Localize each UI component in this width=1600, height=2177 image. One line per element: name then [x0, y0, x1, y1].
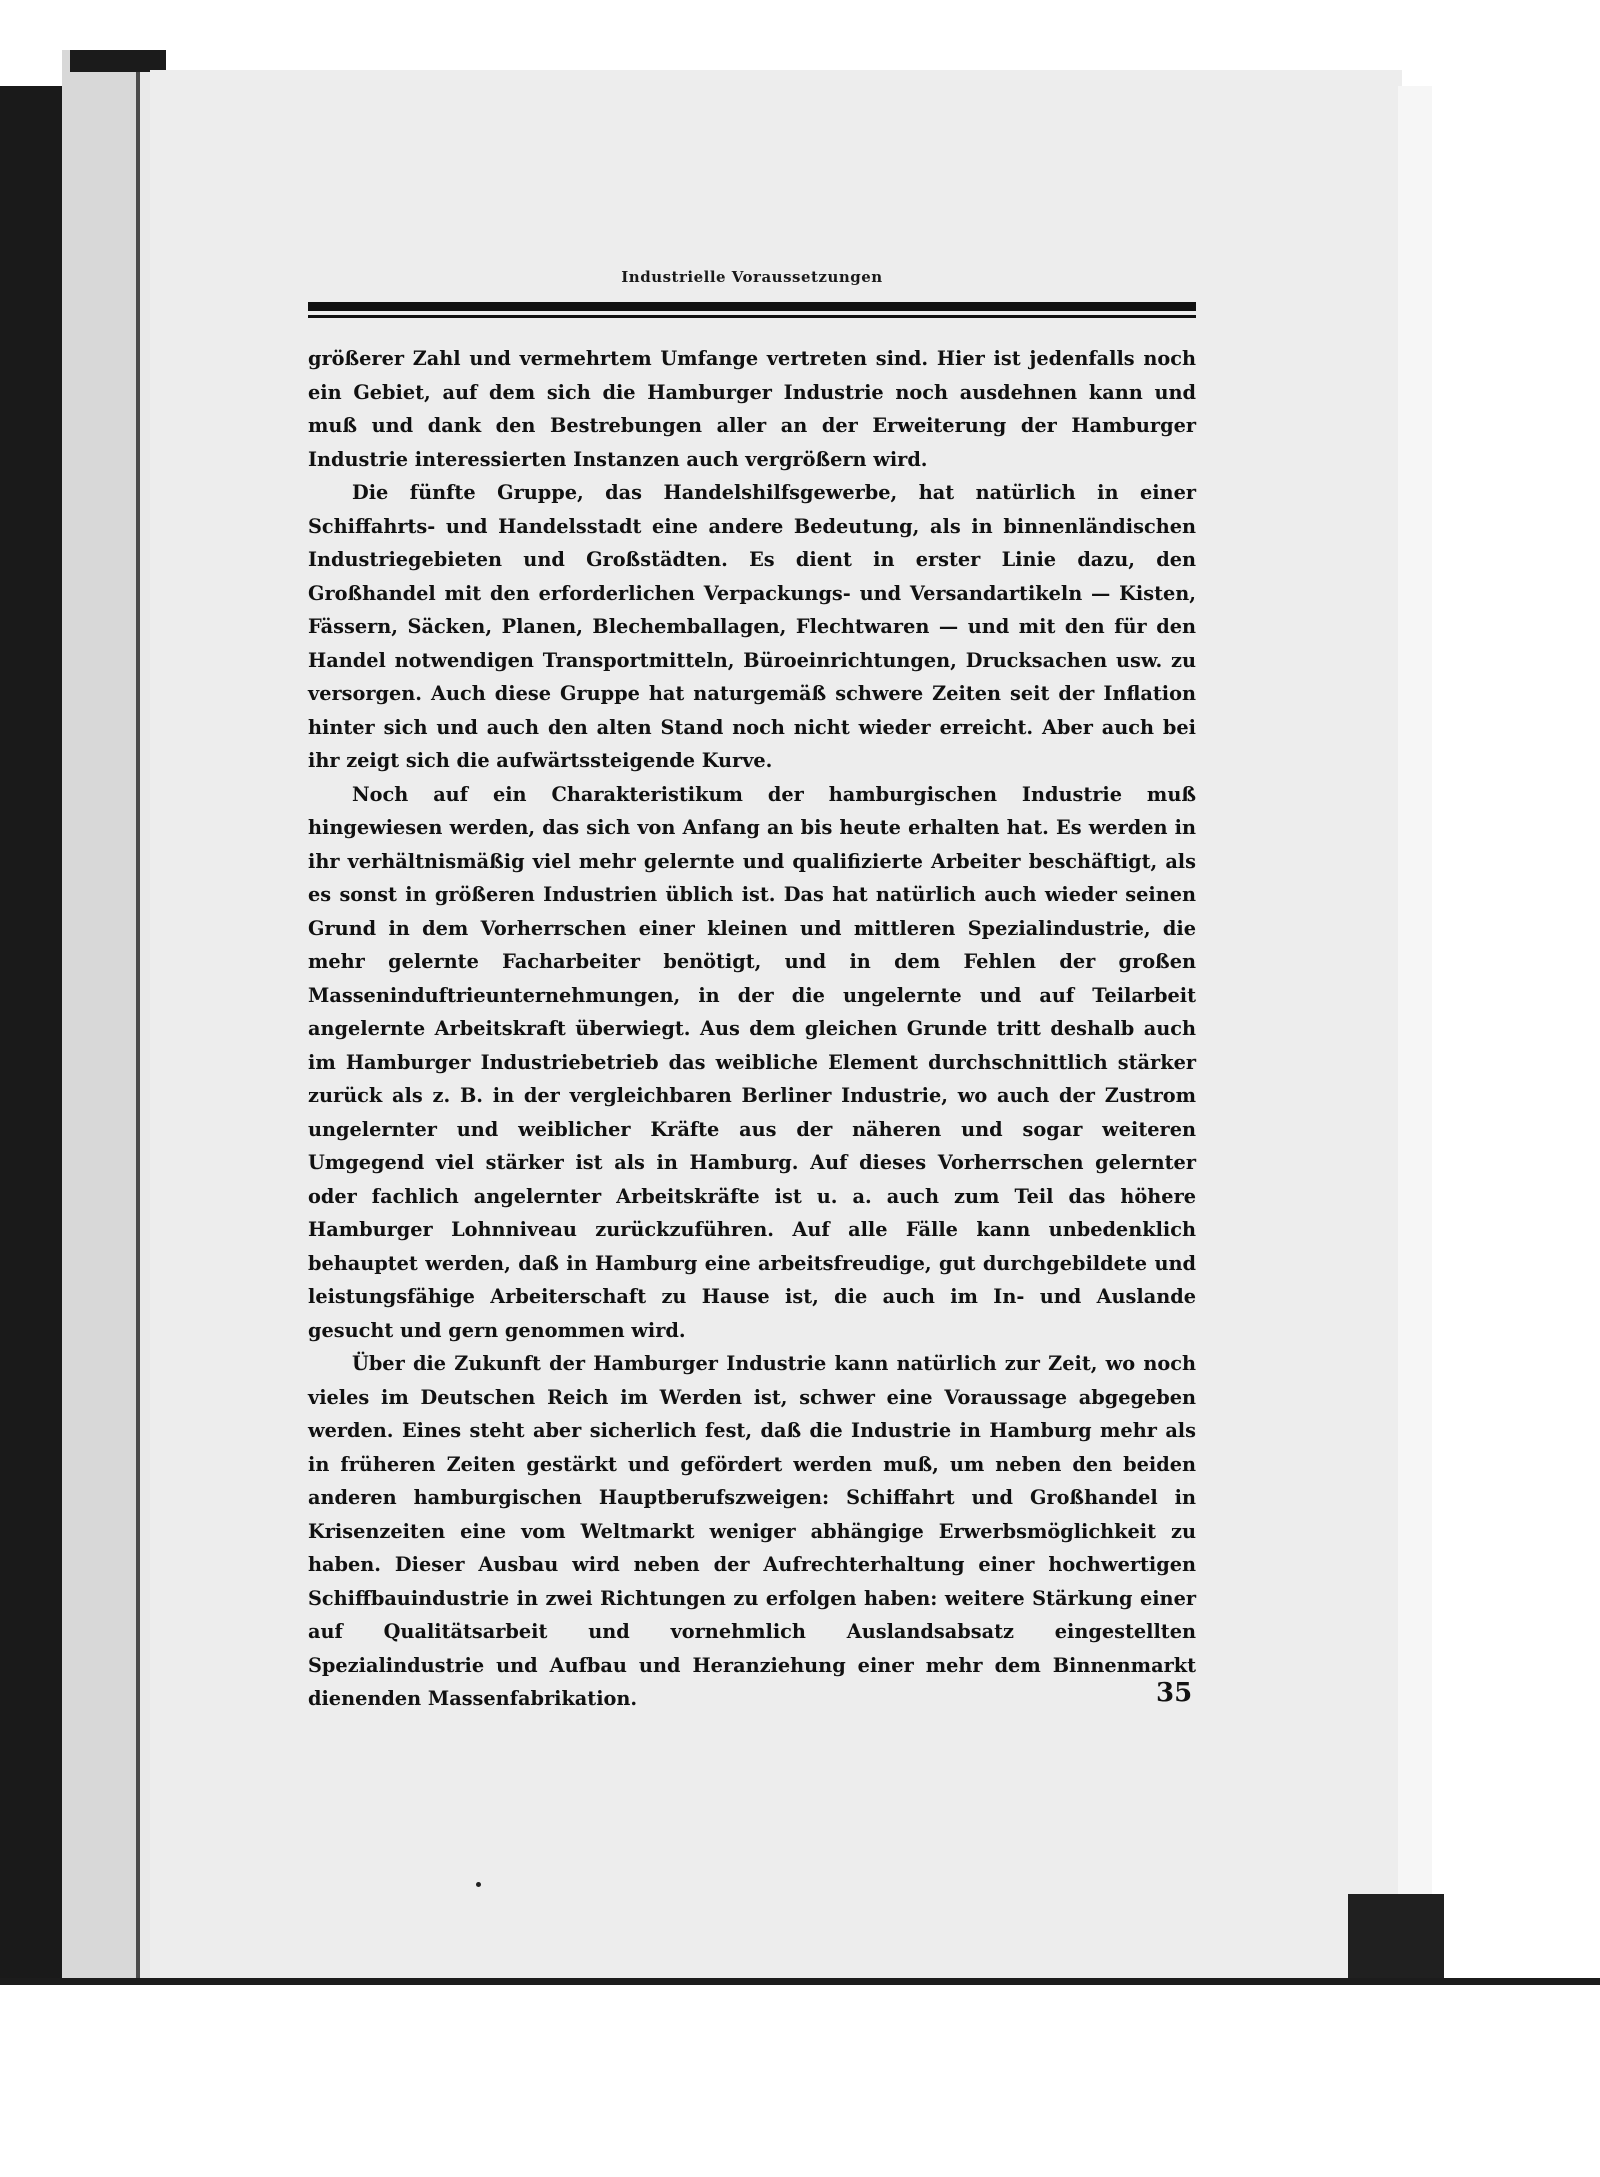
scan-speck — [476, 1882, 481, 1887]
book-spine-inner — [140, 72, 150, 1985]
book-spine-line — [136, 72, 140, 1985]
book-cover-tab — [70, 50, 166, 72]
scan-corner-shadow — [1348, 1894, 1444, 1980]
paragraph-4: Über die Zukunft der Hamburger Industrie kann natürlich zur Zeit, wo noch vieles im Deutschen Reich im Werden ist, schwer eine Voraussage abgegeben werden. Eines steht aber sicherlich fest, daß die Industrie in Hamburg mehr als in früheren Zeiten gestärkt und gefördert werden muß, um neben den beiden anderen hamburgischen Hauptberufszweigen: Schiffahrt und Großhandel in Krisenzeiten eine vom Weltmarkt weniger abhängige Erwerbsmöglichkeit zu haben. Dieser Ausbau wird neben der Aufrechterhaltung einer hochwertigen Schiffbauindustrie in zwei Richtungen zu erfolgen haben: weitere Stärkung einer auf Qualitätsarbeit und vornehmlich Auslandsabsatz eingestellten Spezialindustrie und Aufbau und Heranziehung einer mehr dem Binnenmarkt dienenden Massenfabrikation. — [308, 1352, 1196, 1710]
paragraph-1: größerer Zahl und vermehrtem Umfange vertreten sind. Hier ist jedenfalls noch ein Gebiet, auf dem sich die Hamburger Industrie noch ausdehnen kann und muß und dank den Bestrebungen aller an der Erweiterung der Hamburger Industrie interessierten Instanzen auch vergrößern wird. — [308, 347, 1196, 471]
paragraph-3: Noch auf ein Charakteristikum der hamburgischen Industrie muß hingewiesen werden, das sich von Anfang an bis heute erhalten hat. Es werden in ihr verhältnismäßig viel mehr gelernte und qualifizierte Arbeiter beschäftigt, als es sonst in größeren Industrien üblich ist. Das hat natürlich auch wieder seinen Grund in dem Vorherrschen einer kleinen und mittleren Spezialindustrie, die mehr gelernte Facharbeiter benötigt, und in dem Fehlen der großen Masseninduftrieunternehmungen, in der die ungelernte und auf Teilarbeit angelernte Arbeitskraft überwiegt. Aus dem gleichen Grunde tritt deshalb auch im Hamburger Industriebetrieb das weibliche Element durchschnittlich stärker zurück als z. B. in der vergleichbaren Berliner Industrie, wo auch der Zustrom ungelernter und weiblicher Kräfte aus der näheren und sogar weiteren Umgegend viel stärker ist als in Hamburg. Auf dieses Vorherrschen gelernter oder fachlich angelernter Arbeitskräfte ist u. a. auch zum Teil das höhere Hamburger Lohnniveau zurückzuführen. Auf alle Fälle kann unbedenklich behauptet werden, daß in Hamburg eine arbeitsfreudige, gut durchgebildete und leistungsfähige Arbeiterschaft zu Hause ist, die auch im In- und Auslande gesucht und gern genommen wird. — [308, 782, 1196, 1342]
paragraph-2: Die fünfte Gruppe, das Handelshilfsgewerbe, hat natürlich in einer Schiffahrts- und Handelsstadt eine andere Bedeutung, als in binnenländischen Industriegebieten und Großstädten. Es dient in erster Linie dazu, den Großhandel mit den erforderlichen Verpackungs- und Versandartikeln — Kisten, Fässern, Säcken, Planen, Blechemballagen, Flechtwaren — und mit den für den Handel notwendigen Transportmitteln, Büroeinrichtungen, Drucksachen usw. zu versorgen. Auch diese Gruppe hat naturgemäß schwere Zeiten seit der Inflation hinter sich und auch den alten Stand noch nicht wieder erreicht. Aber auch bei ihr zeigt sich die aufwärtssteigende Kurve. — [308, 481, 1196, 772]
running-head: Industrielle Voraussetzungen — [621, 268, 883, 286]
page-number: 35 — [1156, 1678, 1193, 1708]
scan-left-shadow — [0, 86, 62, 1985]
page-content — [308, 268, 1196, 1716]
head-rule-thin — [308, 315, 1196, 318]
head-rule-thick — [308, 302, 1196, 311]
scan-bottom-edge — [0, 1978, 1600, 1985]
body-text — [308, 342, 1196, 1716]
page-right-edge — [1398, 86, 1432, 1985]
book-edge-band — [62, 50, 142, 1985]
